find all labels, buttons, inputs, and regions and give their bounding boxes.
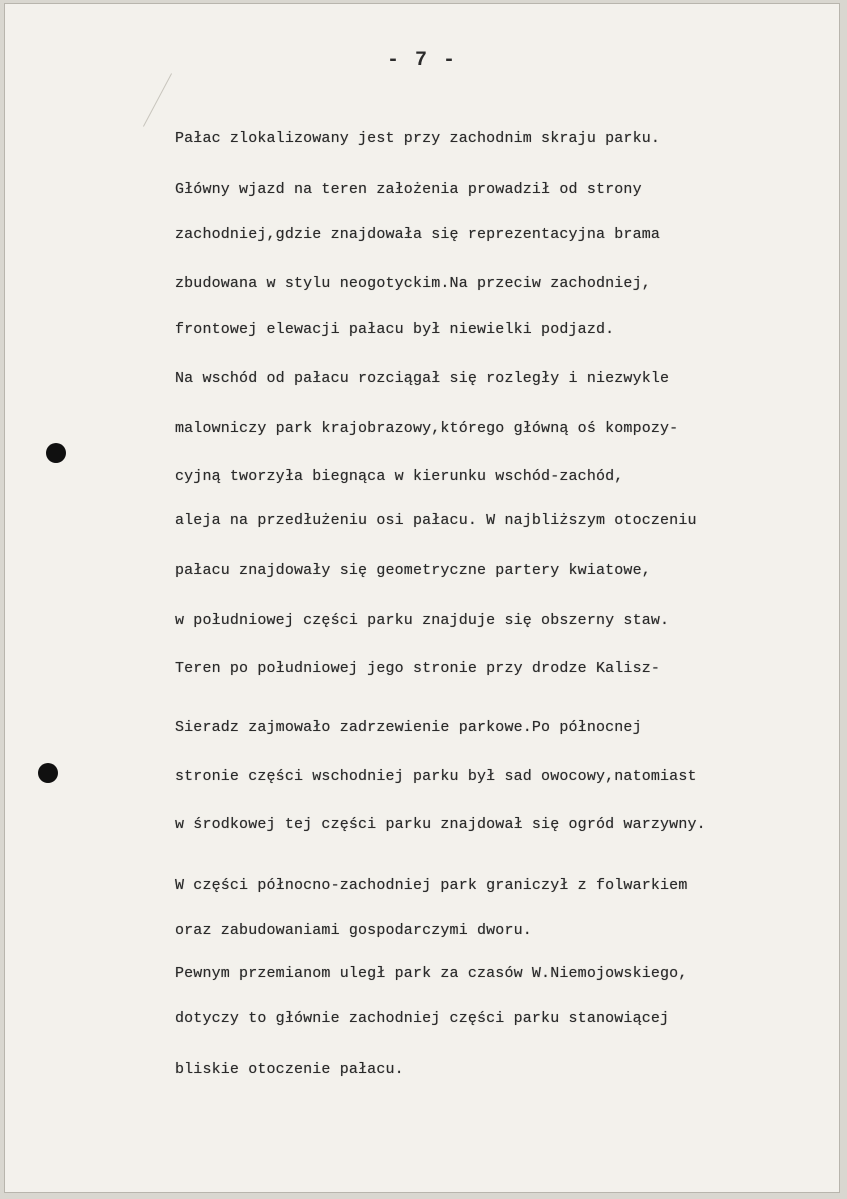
pencil-mark <box>143 73 172 126</box>
text-line: Sieradz zajmowało zadrzewienie parkowe.Po północnej <box>175 719 642 736</box>
text-line: frontowej elewacji pałacu był niewielki podjazd. <box>175 321 615 338</box>
text-line: Pewnym przemianom uległ park za czasów W.Niemojowskiego, <box>175 965 688 982</box>
page-number: - 7 - <box>386 49 457 72</box>
text-line: bliskie otoczenie pałacu. <box>175 1061 404 1078</box>
text-line: malowniczy park krajobrazowy,którego główną oś kompozy- <box>175 420 679 437</box>
text-line: Główny wjazd na teren założenia prowadził od strony <box>175 181 642 198</box>
text-line: zachodniej,gdzie znajdowała się reprezentacyjna brama <box>175 226 661 243</box>
text-line: w środkowej tej części parku znajdował się ogród warzywny. <box>175 816 706 833</box>
text-line: W części północno-zachodniej park graniczył z folwarkiem <box>175 877 688 894</box>
text-line: oraz zabudowaniami gospodarczymi dworu. <box>175 922 532 939</box>
text-line: pałacu znajdowały się geometryczne partery kwiatowe, <box>175 562 651 579</box>
text-line: zbudowana w stylu neogotyckim.Na przeciw zachodniej, <box>175 275 651 292</box>
punch-hole-top <box>46 443 66 463</box>
punch-hole-bottom <box>38 763 58 783</box>
text-line: aleja na przedłużeniu osi pałacu. W najbliższym otoczeniu <box>175 512 697 529</box>
text-line: Teren po południowej jego stronie przy drodze Kalisz- <box>175 660 661 677</box>
text-line: dotyczy to głównie zachodniej części parku stanowiącej <box>175 1010 670 1027</box>
text-line: Na wschód od pałacu rozciągał się rozległy i niezwykle <box>175 370 670 387</box>
text-line: stronie części wschodniej parku był sad owocowy,natomiast <box>175 768 697 785</box>
text-line: cyjną tworzyła biegnąca w kierunku wschód-zachód, <box>175 468 624 485</box>
text-line: w południowej części parku znajduje się obszerny staw. <box>175 612 670 629</box>
text-line: Pałac zlokalizowany jest przy zachodnim skraju parku. <box>175 130 661 147</box>
document-page <box>4 3 840 1193</box>
